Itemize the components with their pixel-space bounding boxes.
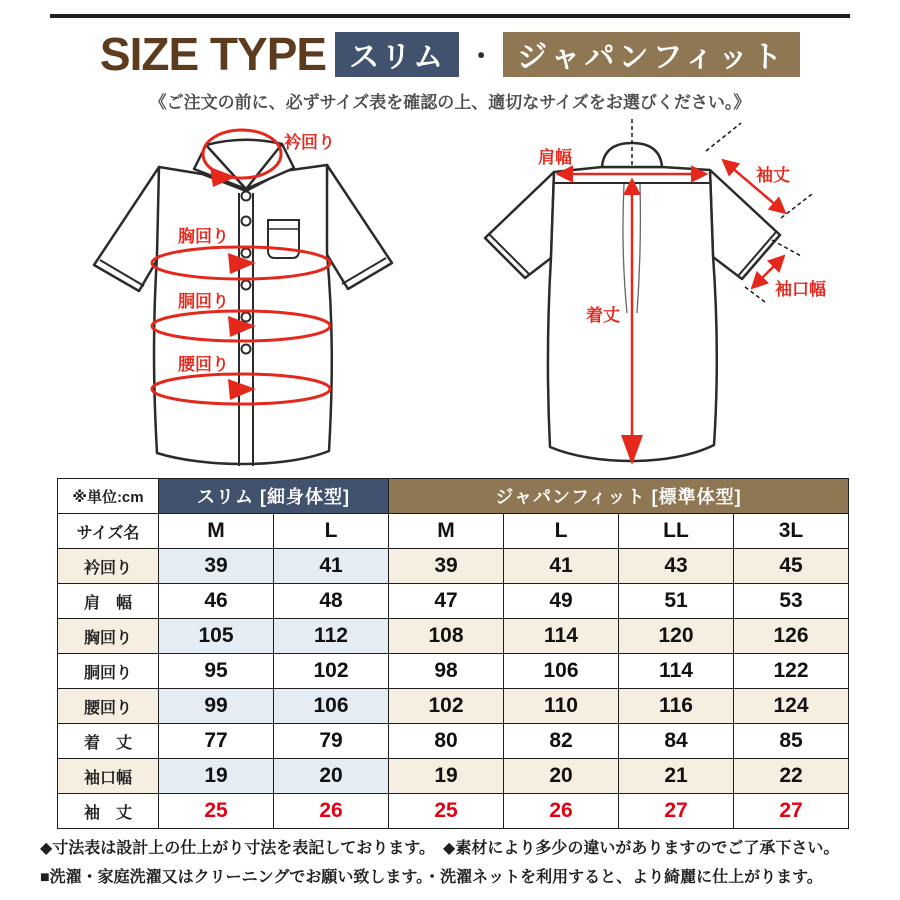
size-value-cell: 27 (619, 794, 734, 829)
size-value-cell: 25 (389, 794, 504, 829)
front-left-sleeve (94, 167, 160, 291)
front-shirt-diagram (60, 117, 450, 475)
size-value-cell: 105 (159, 619, 274, 654)
size-value-cell: 49 (504, 584, 619, 619)
size-value-cell: 95 (159, 654, 274, 689)
size-value-cell: 51 (619, 584, 734, 619)
collar-girth-label: 衿回り (284, 133, 335, 152)
size-name-row-label: サイズ名 (58, 514, 159, 549)
shoulder-width-label: 肩幅 (538, 148, 572, 167)
size-name-cell: LL (619, 514, 734, 549)
size-value-cell: 21 (619, 759, 734, 794)
size-value-cell: 53 (734, 584, 849, 619)
size-value-cell: 19 (159, 759, 274, 794)
front-right-sleeve (326, 165, 392, 289)
size-value-cell: 116 (619, 689, 734, 724)
table-row (58, 549, 849, 584)
size-value-cell: 20 (504, 759, 619, 794)
page-title: SIZE TYPE (99, 28, 327, 80)
order-notice: 《ご注文の前に、必ずサイズ表を確認の上、適切なサイズをお選びください。》 (149, 93, 751, 112)
row-label: 着 丈 (58, 724, 159, 759)
footer-note-1: ◆寸法表は設計上の仕上がり寸法を表記しております。 ◆素材により多少の違いがありますのでご了承下さい。 (40, 840, 840, 857)
size-value-cell: 25 (159, 794, 274, 829)
size-value-cell: 19 (389, 759, 504, 794)
size-value-cell: 45 (734, 549, 849, 584)
size-value-cell: 126 (734, 619, 849, 654)
size-value-cell: 98 (389, 654, 504, 689)
size-value-cell: 41 (274, 549, 389, 584)
row-label: 胸回り (58, 619, 159, 654)
hip-girth-label: 腰回り (178, 355, 229, 374)
slim-badge: スリム (335, 32, 459, 77)
size-value-cell: 106 (504, 654, 619, 689)
row-label: 胴回り (58, 654, 159, 689)
page-header (0, 28, 900, 80)
size-value-cell: 80 (389, 724, 504, 759)
chest-girth-label: 胸回り (178, 227, 229, 246)
japanfit-badge: ジャパンフィット (503, 32, 800, 77)
front-pocket (268, 220, 299, 258)
row-label: 腰回り (58, 689, 159, 724)
size-value-cell: 41 (504, 549, 619, 584)
row-label: 袖口幅 (58, 759, 159, 794)
size-value-cell: 26 (274, 794, 389, 829)
cuff-width-label: 袖口幅 (775, 280, 826, 299)
size-value-cell: 47 (389, 584, 504, 619)
row-label: 衿回り (58, 549, 159, 584)
size-value-cell: 99 (159, 689, 274, 724)
body-length-label: 着丈 (586, 306, 620, 325)
size-value-cell: 112 (274, 619, 389, 654)
table-row (58, 724, 849, 759)
table-row (58, 584, 849, 619)
back-left-sleeve (485, 172, 554, 278)
size-value-cell: 106 (274, 689, 389, 724)
size-name-cell: L (504, 514, 619, 549)
table-row (58, 654, 849, 689)
size-value-cell: 39 (389, 549, 504, 584)
size-value-cell: 26 (504, 794, 619, 829)
size-value-cell: 122 (734, 654, 849, 689)
unit-label-cell: ※単位:cm (58, 479, 159, 514)
group-header-row (58, 479, 849, 514)
size-value-cell: 108 (389, 619, 504, 654)
size-value-cell: 84 (619, 724, 734, 759)
size-table (57, 478, 849, 829)
waist-girth-label: 胴回り (178, 292, 229, 311)
size-value-cell: 120 (619, 619, 734, 654)
size-value-cell: 124 (734, 689, 849, 724)
size-name-cell: M (159, 514, 274, 549)
table-row (58, 689, 849, 724)
size-name-cell: 3L (734, 514, 849, 549)
size-value-cell: 114 (504, 619, 619, 654)
badge-separator-dot: ・ (468, 40, 495, 71)
row-label: 肩 幅 (58, 584, 159, 619)
size-value-cell: 27 (734, 794, 849, 829)
size-value-cell: 114 (619, 654, 734, 689)
size-value-cell: 48 (274, 584, 389, 619)
table-row (58, 794, 849, 829)
size-value-cell: 110 (504, 689, 619, 724)
slim-group-header: スリム [細身体型] (159, 479, 389, 514)
size-value-cell: 77 (159, 724, 274, 759)
size-value-cell: 22 (734, 759, 849, 794)
size-value-cell: 46 (159, 584, 274, 619)
footer-notes (40, 834, 839, 892)
size-value-cell: 20 (274, 759, 389, 794)
row-label: 袖 丈 (58, 794, 159, 829)
size-value-cell: 102 (389, 689, 504, 724)
size-value-cell: 85 (734, 724, 849, 759)
sleeve-length-label: 袖丈 (756, 166, 790, 185)
size-name-row (58, 514, 849, 549)
size-value-cell: 82 (504, 724, 619, 759)
size-value-cell: 79 (274, 724, 389, 759)
table-row (58, 619, 849, 654)
size-value-cell: 39 (159, 549, 274, 584)
back-shirt-diagram (450, 117, 880, 475)
back-right-sleeve (710, 170, 780, 279)
japanfit-group-header: ジャパンフィット [標準体型] (389, 479, 849, 514)
size-name-cell: M (389, 514, 504, 549)
size-value-cell: 102 (274, 654, 389, 689)
table-row (58, 759, 849, 794)
footer-note-2: ■洗濯・家庭洗濯又はクリーニングでお願い致します。・洗濯ネットを利用すると、より綺麗に仕上がります。 (40, 869, 823, 886)
top-divider-rule (50, 14, 850, 18)
size-value-cell: 43 (619, 549, 734, 584)
size-name-cell: L (274, 514, 389, 549)
